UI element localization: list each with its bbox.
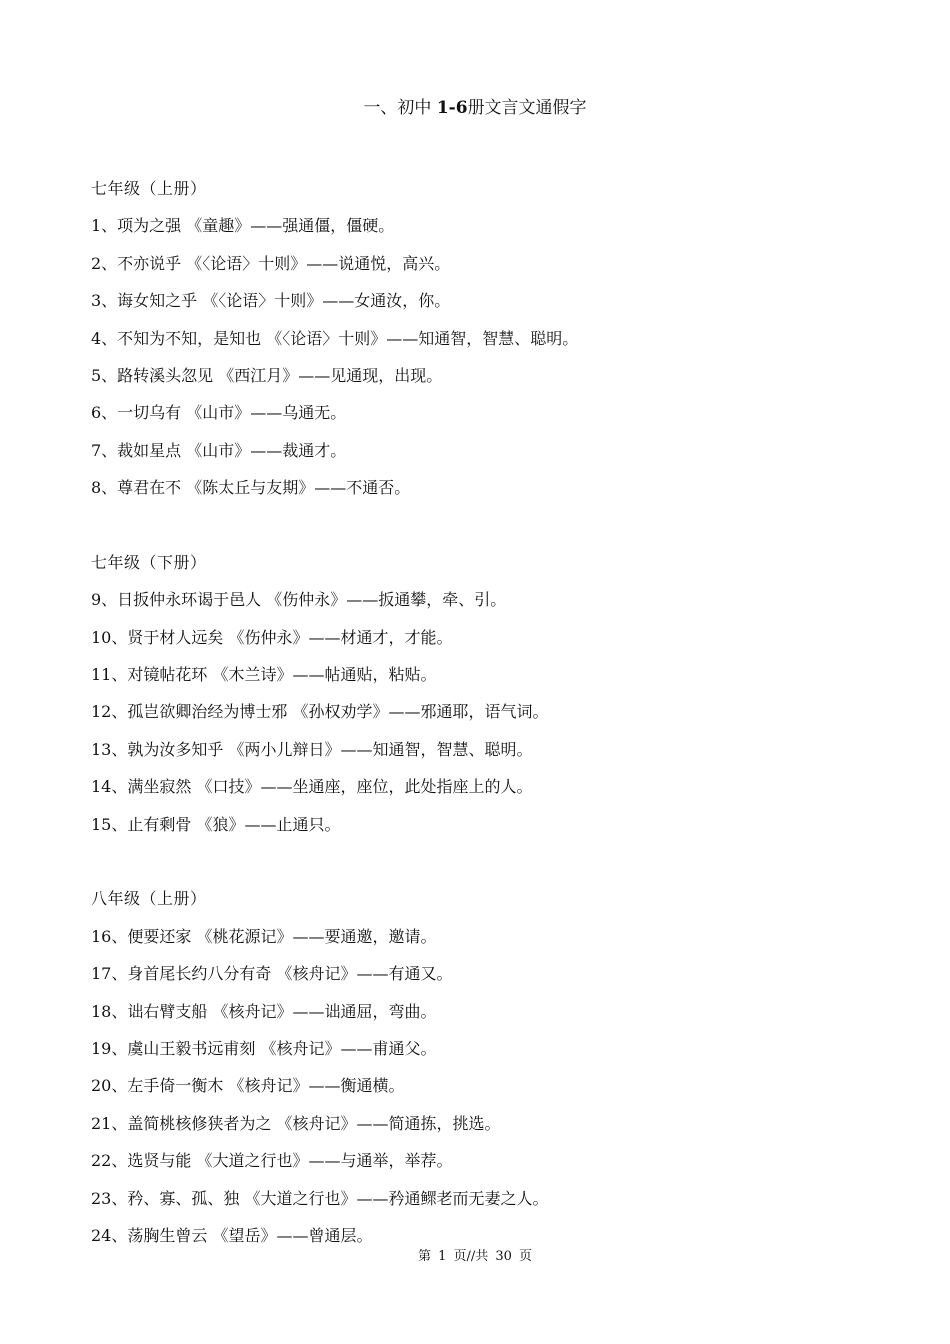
list-item: 17、身首尾长约八分有奇 《核舟记》——有通又。	[91, 964, 453, 984]
list-item: 14、满坐寂然 《口技》——坐通座，座位，此处指座上的人。	[91, 777, 533, 797]
list-item: 6、一切乌有 《山市》——乌通无。	[91, 403, 347, 423]
list-item: 22、选贤与能 《大道之行也》——与通举，举荐。	[91, 1151, 453, 1171]
list-item: 20、左手倚一衡木 《核舟记》——衡通横。	[91, 1076, 405, 1096]
list-item: 15、止有剩骨 《狼》——止通只。	[91, 814, 341, 834]
page-footer: 第 1 页//共 30 页	[417, 1249, 533, 1264]
list-item: 3、诲女知之乎 《〈论语〉十则》——女通汝，你。	[91, 291, 451, 311]
section-heading-grade7-vol1: 七年级（上册）	[91, 179, 207, 198]
list-item: 11、对镜帖花环 《木兰诗》——帖通贴，粘贴。	[91, 665, 437, 685]
list-item: 24、荡胸生曾云 《望岳》——曾通层。	[91, 1225, 373, 1245]
section-spacer	[91, 507, 911, 544]
title-prefix: 一、初中	[363, 98, 432, 118]
title-bold: 1-6	[436, 98, 468, 118]
section-heading-grade7-vol2: 七年级（下册）	[91, 552, 207, 572]
list-item: 4、不知为不知，是知也 《〈论语〉十则》——知通智，智慧、聪明。	[91, 328, 579, 348]
list-item: 9、日扳仲永环谒于邑人 《伤仲永》——扳通攀，牵、引。	[91, 590, 507, 610]
list-item: 12、孤岂欲卿治经为博士邪 《孙权劝学》——邪通耶，语气词。	[91, 702, 549, 722]
list-item: 8、尊君在不 《陈太丘与友期》——不通否。	[91, 478, 411, 498]
list-item: 2、不亦说乎 《〈论语〉十则》——说通悦，高兴。	[91, 253, 451, 273]
list-item: 7、裁如星点 《山市》——裁通才。	[91, 440, 347, 460]
list-item: 5、路转溪头忽见 《西江月》——见通现，出现。	[91, 365, 443, 385]
list-item: 10、贤于材人远矣 《伤仲永》——材通才，才能。	[91, 627, 453, 647]
document-title	[0, 96, 950, 120]
list-item: 18、诎右臂支船 《核舟记》——诎通屈，弯曲。	[91, 1001, 437, 1021]
section-spacer	[91, 843, 911, 880]
list-item: 23、矜、寡、孤、独 《大道之行也》——矜通鳏老而无妻之人。	[91, 1188, 549, 1208]
list-item: 19、虞山王毅书远甫刻 《核舟记》——甫通父。	[91, 1038, 437, 1058]
section-heading-grade8-vol1: 八年级（上册）	[91, 889, 207, 909]
list-item: 16、便要还家 《桃花源记》——要通邀，邀请。	[91, 926, 437, 946]
document-body	[91, 170, 911, 1254]
list-item: 1、项为之强 《童趣》——强通僵，僵硬。	[91, 216, 395, 236]
list-item: 21、盖简桃核修狭者为之 《核舟记》——简通拣，挑选。	[91, 1113, 501, 1133]
title-suffix: 册文言文通假字	[467, 98, 587, 118]
list-item: 13、孰为汝多知乎 《两小儿辩日》——知通智，智慧、聪明。	[91, 739, 533, 759]
